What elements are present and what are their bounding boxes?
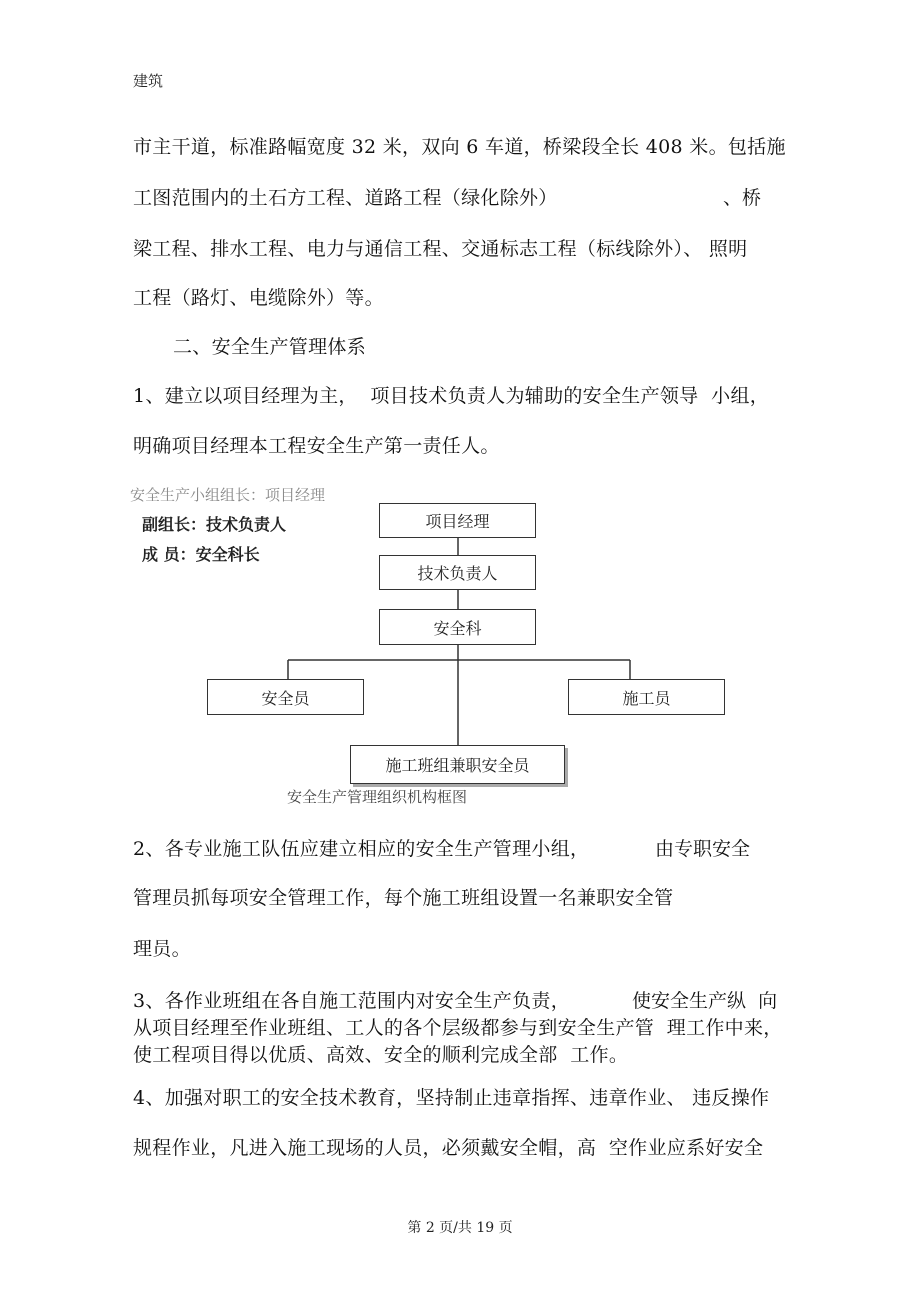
item2-line-1b: 由专职安全: [655, 838, 751, 860]
page-header: 建筑: [133, 72, 164, 90]
intro-line-2b: 、桥: [723, 187, 762, 209]
item1-line-2: 明确项目经理本工程安全生产第一责任人。: [133, 435, 500, 457]
node-safety-dept: [379, 609, 536, 645]
item3-line-1a: 3、各作业班组在各自施工范围内对安全生产负责，: [133, 990, 570, 1012]
intro-line-4: 工程（路灯、电缆除外）等。: [133, 287, 384, 309]
section-title: 二、安全生产管理体系: [173, 336, 367, 358]
item2-line-2: 管理员抓每项安全管理工作，每个施工班组设置一名兼职安全管: [133, 887, 674, 909]
item4-line-1: 4、加强对职工的安全技术教育，坚持制止违章指挥、违章作业、 违反操作: [133, 1087, 770, 1109]
node-constructor-label: 施工员: [622, 688, 671, 708]
node-project-manager: [379, 503, 536, 538]
deputy-line: 副组长：技术负责人: [142, 515, 287, 534]
node-project-manager-label: 项目经理: [425, 512, 490, 531]
node-tech-lead: [379, 555, 536, 590]
node-tech-lead-label: 技术负责人: [417, 564, 498, 583]
org-chart-caption: 安全生产管理组织机构框图: [287, 788, 468, 806]
intro-line-2a: 工图范围内的土石方工程、道路工程（绿化除外）: [133, 187, 558, 209]
item4-line-2: 规程作业，凡进入施工现场的人员，必须戴安全帽，高 空作业应系好安全: [133, 1137, 764, 1159]
item3-line-1b: 使安全生产纵 向: [632, 990, 778, 1012]
member-line: 成 员：安全科长: [142, 545, 260, 564]
node-team-safety: [350, 745, 565, 784]
node-team-safety-label: 施工班组兼职安全员: [385, 756, 530, 775]
node-safety-officer-label: 安全员: [261, 688, 310, 708]
leader-line: 安全生产小组组长：项目经理: [130, 486, 326, 504]
item3-line-2: 从项目经理至作业班组、工人的各个层级都参与到安全生产管 理工作中来，: [133, 1017, 783, 1039]
intro-line-3: 梁工程、排水工程、电力与通信工程、交通标志工程（标线除外）、 照明: [133, 238, 748, 260]
node-safety-dept-label: 安全科: [433, 618, 482, 638]
page-footer: 第 2 页/共 19 页: [407, 1220, 513, 1236]
item2-line-3: 理员。: [133, 938, 191, 960]
item1-line-1: 1、建立以项目经理为主， 项目技术负责人为辅助的安全生产领导 小组，: [133, 385, 770, 407]
item3-line-3: 使工程项目得以优质、高效、安全的顺利完成全部 工作。: [133, 1044, 629, 1066]
item2-line-1a: 2、各专业施工队伍应建立相应的安全生产管理小组，: [133, 838, 590, 860]
node-safety-officer: [207, 679, 364, 715]
intro-line-1: 市主干道，标准路幅宽度 32 米，双向 6 车道，桥梁段全长 408 米。包括施: [133, 136, 786, 158]
node-constructor: [568, 679, 725, 715]
